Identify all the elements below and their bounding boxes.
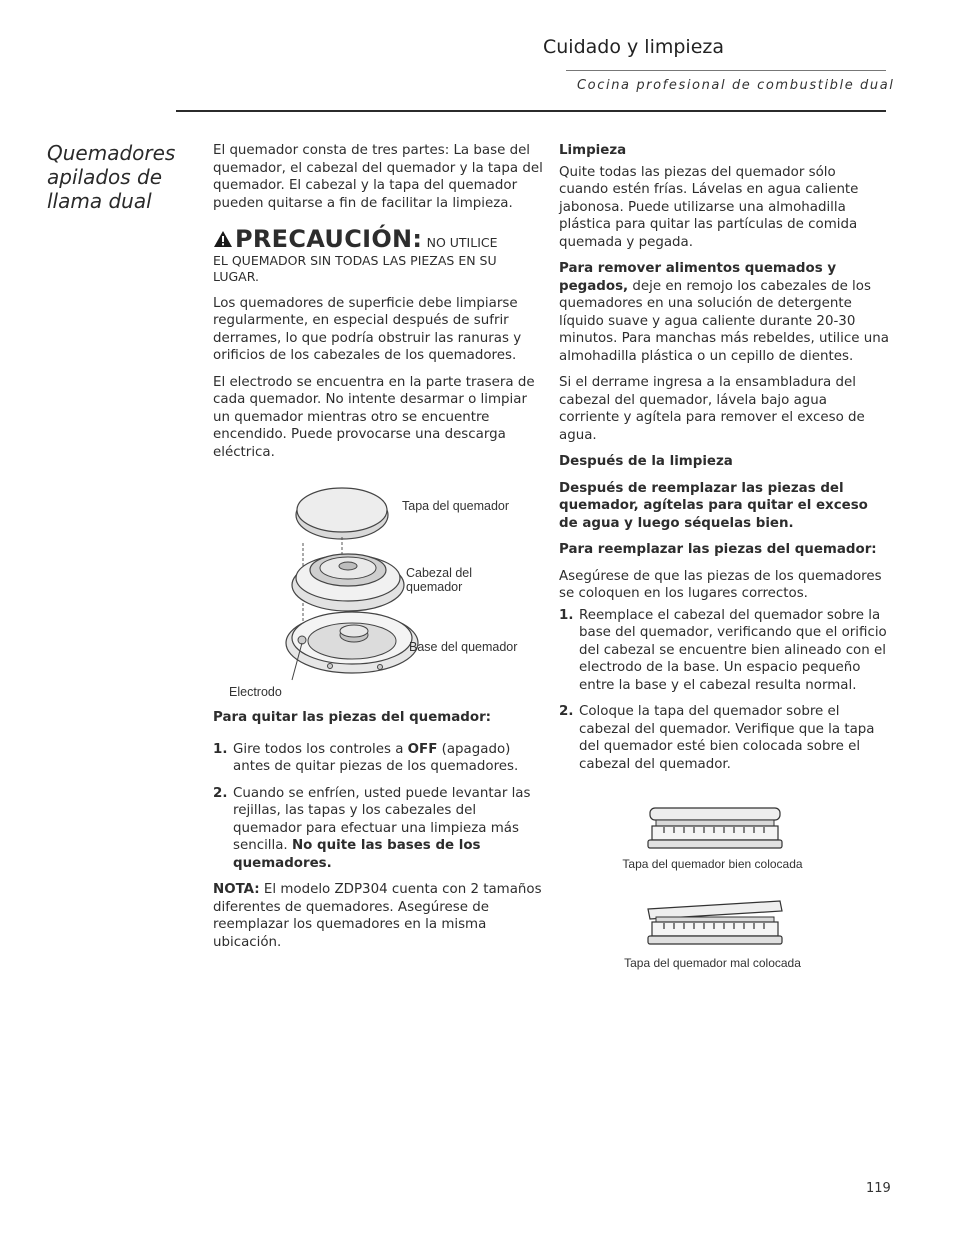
step-text: Cuando se enfríen, usted puede levantar las rejillas, las tapas y los cabezales del quemador para efectuar una limpieza más sencilla. (233, 785, 531, 853)
caution-body: EL QUEMADOR SIN TODAS LAS PIEZAS EN SU LUGAR. (213, 252, 497, 284)
label-electrode: Electrodo (229, 685, 282, 699)
cap-correct-diagram (640, 800, 790, 855)
replace-intro: Asegúrese de que las piezas de los quemadores se coloquen en los lugares correctos. (559, 568, 882, 601)
step-number: 2. (559, 704, 574, 719)
step-text: Gire todos los controles a (233, 741, 408, 757)
label-burner-base: Base del quemador (409, 640, 518, 654)
burnt-bold: Para remover alimentos quemados y pegados, (559, 261, 837, 294)
list-item (559, 703, 889, 773)
burnt-text: deje en remojo los cabezales de los quemadores en una solución de detergente líquido suave y agua caliente durante 20-30 minutos. Para manchas más rebeldes, utilice una almohadilla plástica o un cepillo de dientes. (559, 278, 889, 364)
note-label: NOTA: (213, 882, 260, 897)
caution-header (213, 225, 543, 253)
header-title: Cuidado y limpieza (543, 36, 725, 58)
remove-steps (213, 741, 543, 873)
note-text: El modelo ZDP304 cuenta con 2 tamaños diferentes de quemadores. Asegúrese de reemplazar los quemadores en la misma ubicación. (213, 882, 542, 950)
caution-block (213, 225, 543, 286)
cap-incorrect-diagram (640, 895, 790, 950)
header-rule (176, 110, 886, 112)
replace-steps (559, 607, 889, 774)
step-number: 1. (213, 741, 228, 757)
step-text: Coloque la tapa del quemador sobre el cabezal del quemador. Verifique que la tapa del quemador esté bien colocada sobre el cabezal del quemador. (579, 704, 875, 772)
electrode-paragraph: El electrodo se encuentra en la parte trasera de cada quemador. No intente desarmar o limpiar un quemador mientras otro se encuentre encendido. Puede provocarse una descarga eléctrica. (213, 374, 535, 460)
step-number: 1. (559, 607, 574, 623)
caption-cap-correct: Tapa del quemador bien colocada (622, 857, 803, 871)
step-text: (apagado) antes de quitar piezas de los quemadores. (233, 741, 519, 774)
step-text: Reemplace el cabezal del quemador sobre la base del quemador, verificando que el orificio del cabezal se encuentre bien alineado con el electrodo de la base. Un espacio pequeño entre la base y el cabezal resulta normal. (579, 607, 887, 693)
caption-cap-incorrect: Tapa del quemador mal colocada (624, 956, 801, 970)
list-item (213, 785, 543, 873)
step-number: 2. (213, 785, 228, 801)
step-bold: OFF (407, 741, 438, 757)
label-burner-head-1: Cabezal del (406, 566, 473, 580)
column-right (559, 142, 889, 782)
remove-heading: Para quitar las piezas del quemador: (213, 710, 492, 725)
list-item (559, 607, 889, 695)
cleaning-text: Quite todas las piezas del quemador sólo cuando estén frías. Lávelas en agua caliente jabonosa. Puede utilizarse una almohadilla plástica para quitar las partículas de comida quemada y pegada. (559, 164, 859, 250)
label-burner-head-2: quemador (406, 580, 463, 594)
header-thin-rule (566, 70, 886, 71)
label-burner-cap: Tapa del quemador (402, 499, 510, 513)
burnt-paragraph (559, 260, 889, 365)
after-cleaning-heading: Después de la limpieza (559, 454, 733, 469)
note-paragraph (213, 881, 543, 951)
burner-head-drawing (292, 554, 404, 611)
intro-paragraph: El quemador consta de tres partes: La base del quemador, el cabezal del quemador y la tapa del quemador. El cabezal y la tapa del quemador pueden quitarse a fin de facilitar la limpieza. (213, 143, 543, 211)
header-subtitle: Cocina profesional de combustible dual (577, 78, 895, 93)
list-item (213, 741, 543, 776)
cleaning-paragraph: Los quemadores de superficie debe limpiarse regularmente, en especial después de sufrir derrames, lo que podría obstruir las ranuras y orificios de los cabezales de los quemadores. (213, 295, 522, 363)
burner-cap-drawing (296, 488, 388, 539)
replace-heading: Para reemplazar las piezas del quemador: (559, 542, 877, 557)
warning-triangle-icon (213, 230, 233, 248)
page-number: 119 (866, 1181, 891, 1196)
caution-title: PRECAUCIÓN: (235, 225, 423, 253)
caution-first: NO UTILICE (426, 235, 498, 250)
spill-paragraph: Si el derrame ingresa a la ensambladura del cabezal del quemador, lávela bajo agua corriente y agítela para remover el exceso de agua. (559, 375, 865, 443)
section-title: Quemadores apilados de llama dual (47, 141, 176, 213)
cleaning-heading: Limpieza (559, 143, 627, 158)
after-cleaning-text: Después de reemplazar las piezas del quemador, agítelas para quitar el exceso de agua y luego séquelas bien. (559, 480, 868, 531)
step-bold: No quite las bases de los quemadores. (233, 838, 481, 871)
burner-base-drawing (286, 612, 418, 673)
